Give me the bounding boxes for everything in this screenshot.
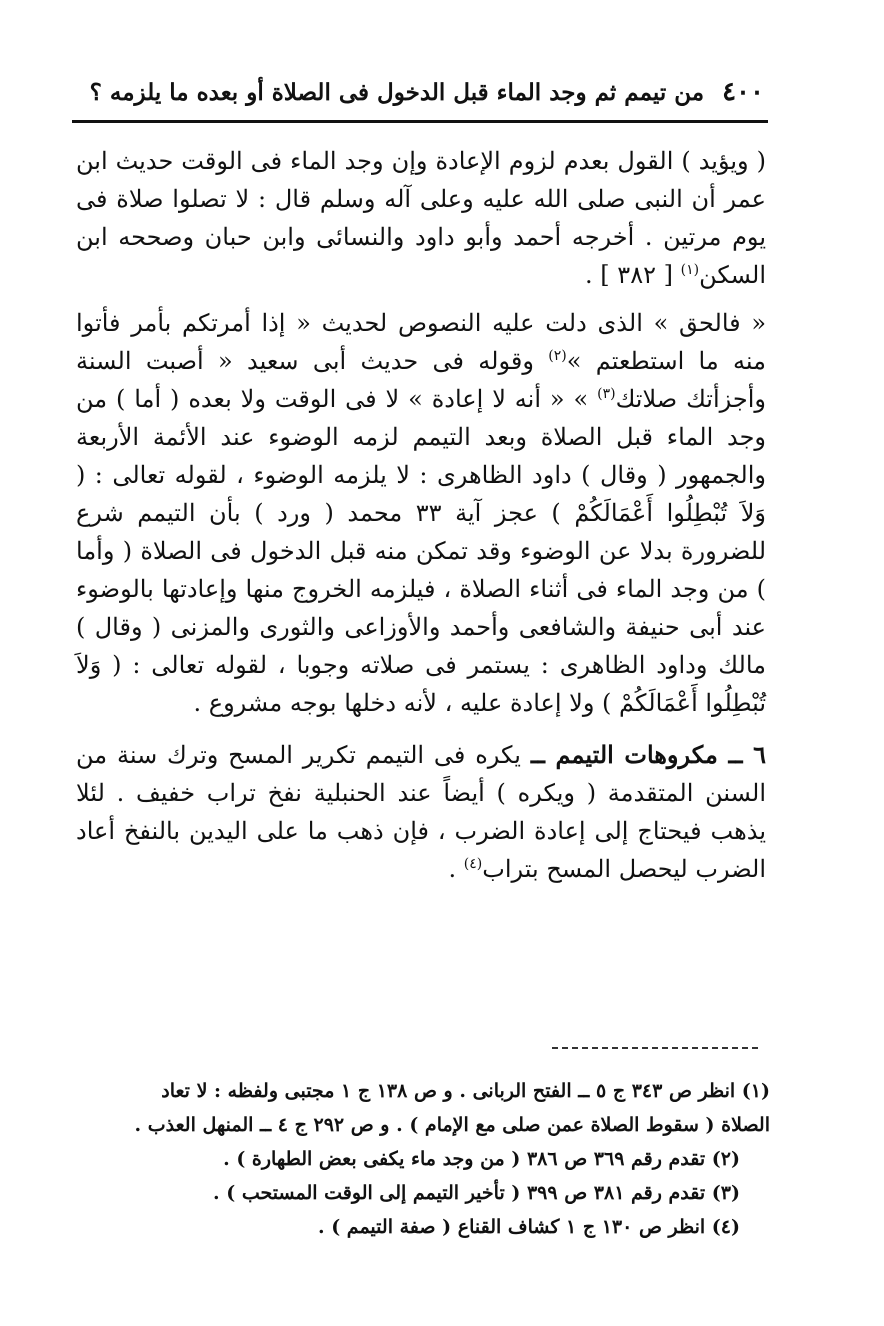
paragraph-2-text-b: وقوله فى حديث أبى سعيد « أصبت السنة وأجزأتك صلاتك: [76, 347, 766, 413]
paragraph-3-text: يكره فى التيمم تكرير المسح وترك سنة من السنن المتقدمة ( ويكره ) أيضاً عند الحنبلية نفخ تراب خفيف . لئلا يذهب فيحتاج إلى إعادة الضرب ، فإن ذهب ما على اليدين بالنفخ أعاد الضرب ليحصل المسح بتراب: [76, 741, 766, 883]
footnote-separator: [552, 1047, 758, 1049]
footnote-line: (٤) انظر ص ١٣٠ ج ١ كشاف القناع ( صفة التيمم ) .: [317, 1216, 740, 1238]
body-text: [76, 142, 766, 898]
footnote-line: الصلاة ( سقوط الصلاة عمن صلى مع الإمام ) . و ص ٢٩٢ ج ٤ ــ المنهل العذب .: [134, 1114, 770, 1136]
paragraph-1: [76, 142, 766, 294]
footnote-ref-3: (٣): [597, 386, 616, 402]
paragraph-2: [76, 304, 766, 722]
footnote-line: (٣) تقدم رقم ٣٨١ ص ٣٩٩ ( تأخير التيمم إلى الوقت المستحب ) .: [213, 1182, 740, 1204]
page-number: ٤٠٠: [722, 77, 764, 107]
paragraph-2-text-a: « فالحق » الذى دلت عليه النصوص لحديث « إذا أمرتكم بأمر فأتوا منه ما استطعتم »: [76, 309, 766, 375]
running-title: من تيمم ثم وجد الماء قبل الدخول فى الصلاة أو بعده ما يلزمه ؟: [89, 78, 705, 106]
paragraph-1-text: ( ويؤيد ) القول بعدم لزوم الإعادة وإن وجد الماء فى الوقت حديث ابن عمر أن النبى صلى الله عليه وعلى آله وسلم قال : لا تصلوا صلاة فى يوم مرتين . أخرجه أحمد وأبو داود والنسائى وابن حبان وصححه ابن السكن: [76, 147, 766, 289]
footnote-ref-2: (٢): [548, 348, 567, 364]
paragraph-3: [76, 736, 766, 888]
section-heading: ٦ ــ مكروهات التيمم ــ: [530, 740, 766, 769]
footnote-line: (٢) تقدم رقم ٣٦٩ ص ٣٨٦ ( من وجد ماء يكفى بعض الطهارة ) .: [223, 1148, 740, 1170]
paragraph-2-text-c: » « أنه لا إعادة » لا فى الوقت ولا بعده ( أما ) من وجد الماء قبل الصلاة وبعد التيمم لزمه الوضوء عند الأئمة الأربعة والجمهور ( وقال ) داود الظاهرى : لا يلزمه الوضوء ، لقوله تعالى : ( وَلاَ تُبْطِلُوا أَعْمَالَكُمْ ) عجز آية ٣٣ محمد ( ورد ) بأن التيمم شرع للضرورة بدلا عن الوضوء وقد تمكن منه قبل الدخول فى الصلاة ( وأما ) من وجد الماء فى أثناء الصلاة ، فيلزمه الخروج منها وإعادتها بالوضوء عند أبى حنيفة والشافعى وأحمد والأوزاعى والثورى والمزنى ( وقال ) مالك وداود الظاهرى : يستمر فى صلاته وجوبا ، لقوله تعالى : ( وَلاَ تُبْطِلُوا أَعْمَالَكُمْ ) ولا إعادة عليه ، لأنه دخلها بوجه مشروع .: [76, 385, 767, 717]
footnotes: [88, 1074, 770, 1244]
footnote-line: (١) انظر ص ٣٤٣ ج ٥ ــ الفتح الربانى . و ص ١٣٨ ج ١ مجتبى ولفظه : لا تعاد: [161, 1080, 770, 1102]
paragraph-1-ref: [ ٣٨٢ ] .: [585, 261, 673, 289]
header-rule: [72, 120, 768, 123]
footnote-ref-4: (٤): [463, 856, 483, 872]
footnote-ref-1: (١): [680, 262, 700, 278]
page-header: [89, 70, 764, 114]
paragraph-3-end: .: [448, 855, 457, 883]
